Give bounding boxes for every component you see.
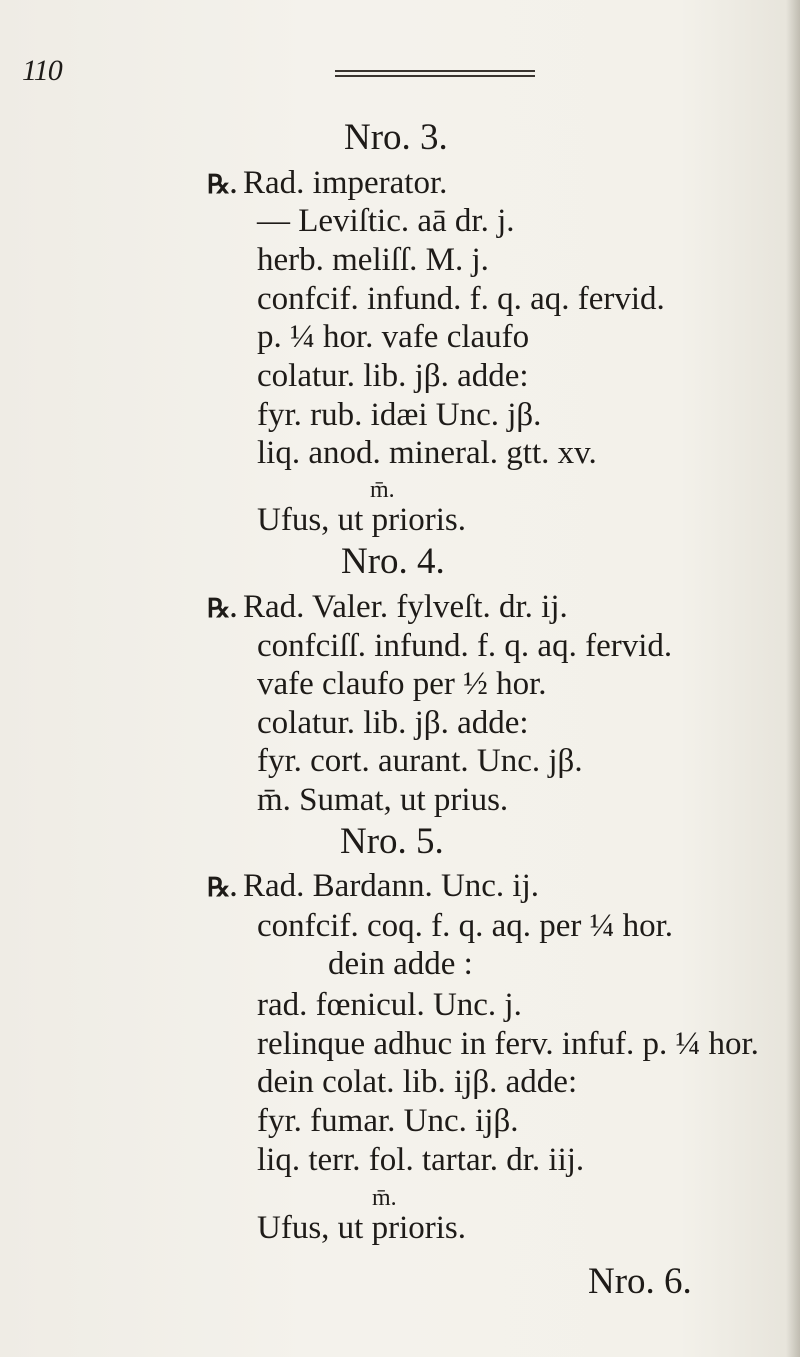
recipe-line: confciſſ. infund. f. q. aq. fervid. bbox=[257, 628, 673, 664]
recipe-line: rad. fœnicul. Unc. j. bbox=[257, 987, 522, 1023]
recipe-line: — Leviſtic. aā dr. j. bbox=[257, 203, 515, 239]
section-heading-nro-5: Nro. 5. bbox=[340, 821, 444, 862]
recipe-line: fyr. cort. aurant. Unc. jβ. bbox=[257, 743, 583, 779]
page-number: 110 bbox=[22, 54, 62, 87]
recipe-symbol-icon: ℞. bbox=[207, 170, 237, 199]
section-heading-nro-4: Nro. 4. bbox=[341, 541, 445, 582]
misce-mark: m̄. bbox=[372, 1185, 397, 1211]
recipe-line: m̄. Sumat, ut prius. bbox=[257, 782, 509, 818]
recipe-line: p. ¼ hor. vafe claufo bbox=[257, 319, 530, 355]
recipe-line: liq. terr. fol. tartar. dr. iij. bbox=[257, 1142, 585, 1178]
recipe-line: vafe claufo per ½ hor. bbox=[257, 666, 547, 702]
recipe-line-text: Rad. imperator. bbox=[243, 165, 448, 201]
recipe-symbol-icon: ℞. bbox=[207, 873, 237, 902]
misce-mark: m̄. bbox=[370, 477, 395, 503]
recipe-line: colatur. lib. jβ. adde: bbox=[257, 358, 529, 394]
recipe-line bbox=[207, 866, 539, 908]
recipe-line: herb. meliſſ. M. j. bbox=[257, 242, 489, 278]
recipe-symbol-icon: ℞. bbox=[207, 594, 237, 623]
catchword-nro-6: Nro. 6. bbox=[588, 1261, 692, 1302]
section-heading-nro-3: Nro. 3. bbox=[344, 117, 448, 158]
recipe-line: dein adde : bbox=[328, 946, 473, 982]
recipe-line: fyr. rub. idæi Unc. jβ. bbox=[257, 397, 542, 433]
usage-line: Ufus, ut prioris. bbox=[257, 502, 466, 538]
recipe-line: colatur. lib. jβ. adde: bbox=[257, 705, 529, 741]
usage-line: Ufus, ut prioris. bbox=[257, 1210, 466, 1246]
recipe-line: liq. anod. mineral. gtt. xv. bbox=[257, 435, 597, 471]
recipe-line: confcif. infund. f. q. aq. fervid. bbox=[257, 281, 665, 317]
recipe-line bbox=[207, 163, 447, 205]
recipe-line: dein colat. lib. ijβ. adde: bbox=[257, 1064, 578, 1100]
header-rule-ornament bbox=[335, 70, 535, 84]
recipe-line bbox=[207, 587, 568, 629]
recipe-line-text: Rad. Valer. fylveſt. dr. ij. bbox=[243, 589, 568, 625]
recipe-line: confcif. coq. f. q. aq. per ¼ hor. bbox=[257, 908, 674, 944]
recipe-line: relinque adhuc in ferv. infuf. p. ¼ hor. bbox=[257, 1026, 759, 1062]
page-edge-shadow bbox=[786, 0, 800, 1357]
recipe-line-text: Rad. Bardann. Unc. ij. bbox=[243, 868, 540, 904]
recipe-line: fyr. fumar. Unc. ijβ. bbox=[257, 1103, 519, 1139]
